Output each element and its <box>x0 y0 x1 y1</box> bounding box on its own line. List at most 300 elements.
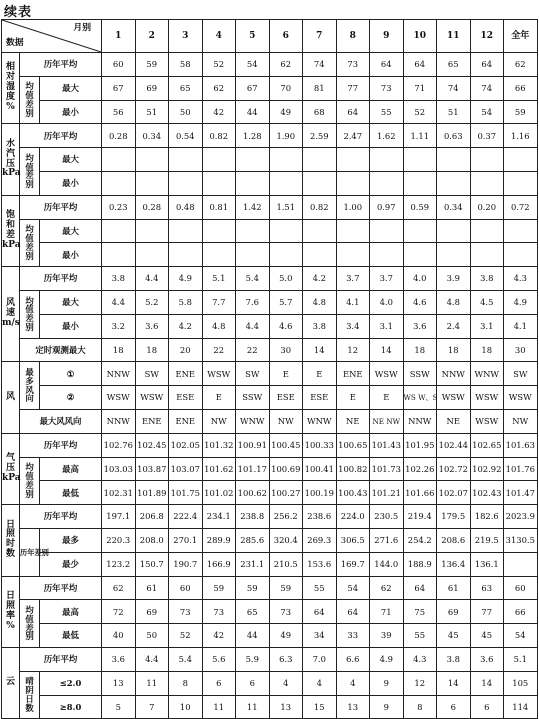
table-cell-empty <box>202 219 236 243</box>
table-cell: 4.6 <box>403 290 437 314</box>
mean-diff-stub-char: 差 <box>25 170 34 181</box>
group-label-humidity <box>2 53 20 124</box>
table-cell-empty <box>102 243 136 267</box>
group-label-deficit-char: 饱 <box>5 210 15 221</box>
table-cell: 73 <box>370 76 404 100</box>
table-cell: ESE <box>269 386 303 410</box>
table-cell: 269.3 <box>303 528 337 552</box>
table-cell: 100.62 <box>236 481 270 505</box>
table-row <box>2 528 538 552</box>
table-cell: 11 <box>202 695 236 719</box>
table-cell: NE <box>437 409 471 433</box>
table-cell: 3.6 <box>470 647 504 671</box>
table-row <box>2 148 538 172</box>
group-label-sunshine-hours-char: 日 <box>5 519 15 530</box>
table-cell: 3.7 <box>370 267 404 291</box>
table-cell: 50 <box>135 624 169 648</box>
table-cell: 101.76 <box>504 457 538 481</box>
group-label-humidity-char: 湿 <box>5 82 15 93</box>
table-cell: 0.37 <box>470 124 504 148</box>
table-cell-empty <box>303 148 337 172</box>
table-cell: 100.41 <box>303 457 337 481</box>
mean-diff-stub-char: 别 <box>25 488 34 499</box>
table-cell: 100.33 <box>303 433 337 457</box>
table-cell-empty <box>135 171 169 195</box>
table-cell-empty <box>370 243 404 267</box>
table-cell: 45 <box>470 624 504 648</box>
table-cell: 20 <box>169 338 203 362</box>
table-cell: 306.5 <box>336 528 370 552</box>
table-cell: 73 <box>336 53 370 77</box>
table-cell: NW <box>504 409 538 433</box>
table-cell: 238.8 <box>236 505 270 529</box>
row-label: 最大 <box>40 76 102 100</box>
table-cell: 102.26 <box>403 457 437 481</box>
table-cell: 4.3 <box>403 647 437 671</box>
table-cell: 4.4 <box>135 267 169 291</box>
month-header: 9 <box>370 20 404 53</box>
table-cell-empty <box>336 219 370 243</box>
row-label: 历年平均 <box>20 647 102 671</box>
table-cell-empty <box>470 243 504 267</box>
table-cell: 219.5 <box>470 528 504 552</box>
table-cell-empty <box>504 243 538 267</box>
row-label: ① <box>40 362 102 386</box>
group-label-pressure-char: 压 <box>5 463 15 473</box>
table-cell: 4.4 <box>236 314 270 338</box>
table-cell: 3.8 <box>437 647 471 671</box>
month-header: 全年 <box>504 20 538 53</box>
table-cell: 100.69 <box>269 457 303 481</box>
table-cell: 0.34 <box>437 195 471 219</box>
group-label-deficit-char: kPa <box>2 239 21 250</box>
row-label: 历年平均 <box>20 124 102 148</box>
mean-diff-stub <box>20 290 40 338</box>
table-cell: 65 <box>236 600 270 624</box>
table-cell: 18 <box>135 338 169 362</box>
table-cell: 1.62 <box>370 124 404 148</box>
table-cell: 102.92 <box>470 457 504 481</box>
table-cell: 1.00 <box>336 195 370 219</box>
freq-dir-stub-char: 风 <box>25 384 34 395</box>
table-cell: 1.90 <box>269 124 303 148</box>
table-cell: 7.6 <box>236 290 270 314</box>
table-cell: 4 <box>303 671 337 695</box>
sunny-days-stub-char: 日 <box>25 694 34 705</box>
group-label-wind-speed-char: 速 <box>5 308 15 319</box>
mean-diff-stub-char: 别 <box>25 107 34 118</box>
table-cell-empty <box>202 148 236 172</box>
table-row <box>2 671 538 695</box>
group-label-humidity-char: % <box>6 102 15 113</box>
mean-diff-stub-char: 值 <box>25 471 34 482</box>
table-cell: 71 <box>370 600 404 624</box>
table-cell: 2.4 <box>437 314 471 338</box>
table-cell: 66 <box>504 600 538 624</box>
table-cell-empty <box>504 219 538 243</box>
table-cell: 100.82 <box>336 457 370 481</box>
table-cell: 14 <box>370 338 404 362</box>
group-label-vapor-char: 压 <box>5 158 15 169</box>
mean-diff-stub-char: 值 <box>25 304 34 315</box>
table-cell: 12 <box>403 671 437 695</box>
table-cell: NE <box>336 409 370 433</box>
table-cell: 271.6 <box>370 528 404 552</box>
table-cell: 102.45 <box>135 433 169 457</box>
table-cell: 219.4 <box>403 505 437 529</box>
row-label: ≤2.0 <box>40 671 102 695</box>
table-cell: NW <box>269 409 303 433</box>
table-cell: 62 <box>202 76 236 100</box>
table-row <box>2 386 538 410</box>
table-cell-empty <box>102 219 136 243</box>
table-cell: 101.66 <box>403 481 437 505</box>
row-label: ≥8.0 <box>40 695 102 719</box>
table-cell: 234.1 <box>202 505 236 529</box>
mean-diff-stub-char: 差 <box>25 622 34 633</box>
mean-diff-stub-char: 差 <box>25 479 34 490</box>
month-header: 7 <box>303 20 337 53</box>
table-cell-empty <box>470 219 504 243</box>
table-cell-empty <box>269 219 303 243</box>
table-cell: 4.8 <box>202 314 236 338</box>
table-cell-empty <box>169 219 203 243</box>
table-cell: 0.63 <box>437 124 471 148</box>
table-cell: 3.6 <box>135 314 169 338</box>
freq-dir-stub-char: 最 <box>25 367 34 378</box>
row-label: 最小 <box>40 243 102 267</box>
table-cell <box>504 552 538 576</box>
table-row <box>2 624 538 648</box>
table-cell: 3.6 <box>403 314 437 338</box>
table-cell: 6 <box>470 695 504 719</box>
table-cell: 5.4 <box>169 647 203 671</box>
table-cell: 144.0 <box>370 552 404 576</box>
month-header: 10 <box>403 20 437 53</box>
table-cell: 54 <box>470 100 504 124</box>
table-cell-empty <box>437 219 471 243</box>
table-corner-header <box>2 20 102 53</box>
mean-diff-stub-char: 值 <box>25 90 34 101</box>
table-cell: 101.95 <box>403 433 437 457</box>
group-label-wind-speed-char: m/s <box>2 318 20 329</box>
table-cell-empty <box>403 171 437 195</box>
table-cell: 51 <box>437 100 471 124</box>
mean-diff-stub <box>20 457 40 505</box>
table-cell-empty <box>504 171 538 195</box>
table-cell: 70 <box>269 76 303 100</box>
group-label-sunshine-pct-char: % <box>6 620 15 631</box>
table-cell: 3.6 <box>102 647 136 671</box>
table-cell: 254.2 <box>403 528 437 552</box>
mean-diff-stub-char: 差 <box>25 241 34 252</box>
table-cell: 136.4 <box>437 552 471 576</box>
table-row <box>2 481 538 505</box>
table-cell: 81 <box>303 76 337 100</box>
group-label-sunshine-hours <box>2 505 20 576</box>
freq-dir-stub-char: 向 <box>25 393 34 404</box>
group-label-humidity-char: 相 <box>5 62 15 73</box>
table-cell: 68 <box>303 100 337 124</box>
table-cell: 136.1 <box>470 552 504 576</box>
table-cell-empty <box>403 219 437 243</box>
table-cell-empty <box>202 243 236 267</box>
table-cell: SW <box>504 362 538 386</box>
table-cell-empty <box>303 219 337 243</box>
table-cell-empty <box>269 148 303 172</box>
row-label: 定时观测最大 <box>20 338 102 362</box>
table-row <box>2 171 538 195</box>
table-cell: 59 <box>135 53 169 77</box>
table-cell: 4.4 <box>102 290 136 314</box>
table-cell-empty <box>236 243 270 267</box>
table-cell: 12 <box>336 338 370 362</box>
table-cell: 1.28 <box>236 124 270 148</box>
table-cell: 102.05 <box>169 433 203 457</box>
freq-dir-stub-char: 多 <box>25 375 34 386</box>
row-label: 历年平均 <box>20 195 102 219</box>
table-row <box>2 695 538 719</box>
table-cell: 60 <box>504 576 538 600</box>
table-cell: 100.45 <box>269 433 303 457</box>
table-cell: 222.4 <box>169 505 203 529</box>
table-cell: 0.34 <box>135 124 169 148</box>
mean-diff-stub-char: 别 <box>25 179 34 190</box>
table-cell: 30 <box>504 338 538 362</box>
table-cell: 4.6 <box>269 314 303 338</box>
table-row <box>2 457 538 481</box>
group-label-humidity-char: 度 <box>5 92 15 103</box>
table-cell: 73 <box>269 600 303 624</box>
table-cell: 3.7 <box>336 267 370 291</box>
table-cell-empty <box>370 219 404 243</box>
table-cell: 71 <box>403 76 437 100</box>
table-cell: 65 <box>437 53 471 77</box>
climate-data-table <box>1 19 538 719</box>
table-cell: 5.4 <box>236 267 270 291</box>
table-cell-empty <box>504 148 538 172</box>
table-cell: 14 <box>470 671 504 695</box>
table-cell: 4.3 <box>504 267 538 291</box>
table-cell: 101.47 <box>504 481 538 505</box>
table-cell: 22 <box>236 338 270 362</box>
table-cell: 60 <box>102 53 136 77</box>
table-cell: 190.7 <box>169 552 203 576</box>
row-label: 最小 <box>40 171 102 195</box>
table-row <box>2 409 538 433</box>
table-cell: 103.03 <box>102 457 136 481</box>
sunny-days-stub-char: 阴 <box>25 685 34 696</box>
table-cell: 5.7 <box>269 290 303 314</box>
table-cell: 100.65 <box>336 433 370 457</box>
table-cell: 100.27 <box>269 481 303 505</box>
table-cell: 52 <box>202 53 236 77</box>
table-cell: 100.43 <box>336 481 370 505</box>
table-cell: 44 <box>236 100 270 124</box>
table-cell: 44 <box>236 624 270 648</box>
row-label: 最小 <box>40 100 102 124</box>
table-cell: 42 <box>202 100 236 124</box>
table-cell: 150.7 <box>135 552 169 576</box>
table-row <box>2 505 538 529</box>
table-cell: 5.0 <box>269 267 303 291</box>
table-cell: 220.3 <box>102 528 136 552</box>
group-label-deficit-char: 差 <box>5 229 15 240</box>
table-cell: 72 <box>102 600 136 624</box>
table-cell: 69 <box>135 600 169 624</box>
table-cell: 105 <box>504 671 538 695</box>
table-cell-empty <box>236 171 270 195</box>
table-cell-empty <box>102 171 136 195</box>
group-label-wind-speed-char: 风 <box>5 298 15 309</box>
table-cell: 11 <box>236 695 270 719</box>
mean-diff-stub-char: 值 <box>25 613 34 624</box>
table-row <box>2 219 538 243</box>
years-diff-stub: 历年差别 <box>20 528 40 576</box>
table-cell: 238.6 <box>303 505 337 529</box>
mean-diff-stub-char: 别 <box>25 250 34 261</box>
table-cell: 102.76 <box>102 433 136 457</box>
group-label-sunshine-pct-char: 照 <box>5 600 15 611</box>
table-cell: 64 <box>336 100 370 124</box>
mean-diff-stub-char: 均 <box>25 81 34 92</box>
table-cell: 102.07 <box>437 481 471 505</box>
table-cell: 179.5 <box>437 505 471 529</box>
table-cell: 52 <box>169 624 203 648</box>
table-cell: 6.6 <box>336 647 370 671</box>
table-cell: SSW <box>403 362 437 386</box>
table-cell: 59 <box>269 576 303 600</box>
table-cell: 101.89 <box>135 481 169 505</box>
page-title: 续表 <box>4 5 33 20</box>
table-cell: 64 <box>370 53 404 77</box>
table-cell: 11 <box>135 671 169 695</box>
table-cell: ENE <box>135 409 169 433</box>
table-row <box>2 600 538 624</box>
table-cell: 67 <box>102 76 136 100</box>
mean-diff-stub-char: 别 <box>25 631 34 642</box>
table-cell: 4.2 <box>169 314 203 338</box>
table-cell: 0.48 <box>169 195 203 219</box>
table-cell-empty <box>437 243 471 267</box>
mean-diff-stub-char: 别 <box>25 322 34 333</box>
month-header: 3 <box>169 20 203 53</box>
table-cell-empty <box>437 148 471 172</box>
table-cell-empty <box>336 243 370 267</box>
table-cell: 231.1 <box>236 552 270 576</box>
table-cell: 101.32 <box>202 433 236 457</box>
table-cell: 102.65 <box>470 433 504 457</box>
table-cell: 0.54 <box>169 124 203 148</box>
table-row <box>2 338 538 362</box>
table-cell: WSW <box>437 386 471 410</box>
table-cell: E <box>202 386 236 410</box>
table-cell: 34 <box>303 624 337 648</box>
group-label-vapor-char: 水 <box>5 138 15 149</box>
row-label: 最低 <box>40 481 102 505</box>
table-cell: 4.0 <box>403 267 437 291</box>
table-row <box>2 290 538 314</box>
table-cell-empty <box>470 171 504 195</box>
table-cell: 63 <box>470 576 504 600</box>
table-cell: WS W、S <box>403 386 437 410</box>
table-cell-empty <box>135 219 169 243</box>
table-cell: WSW <box>504 386 538 410</box>
table-cell: ENE <box>169 362 203 386</box>
table-row <box>2 124 538 148</box>
table-cell: 62 <box>504 53 538 77</box>
table-cell-empty <box>102 148 136 172</box>
table-row <box>2 552 538 576</box>
mean-diff-stub-char: 均 <box>25 295 34 306</box>
group-label-sunshine-pct <box>2 576 20 647</box>
table-cell: 65 <box>169 76 203 100</box>
month-header: 4 <box>202 20 236 53</box>
table-cell: 39 <box>370 624 404 648</box>
row-label: ② <box>40 386 102 410</box>
table-cell: 59 <box>202 576 236 600</box>
row-label: 历年平均 <box>20 576 102 600</box>
table-cell: 60 <box>169 576 203 600</box>
table-cell: NNW <box>102 409 136 433</box>
table-cell: 102.31 <box>102 481 136 505</box>
table-cell: 45 <box>437 624 471 648</box>
table-cell-empty <box>236 148 270 172</box>
table-cell: 14 <box>303 338 337 362</box>
group-label-sunshine-hours-char: 照 <box>5 529 15 540</box>
table-row <box>2 76 538 100</box>
table-cell: 103.87 <box>135 457 169 481</box>
group-label-cloud: 云 <box>2 647 20 718</box>
table-cell: 7.0 <box>303 647 337 671</box>
table-cell: 102.43 <box>470 481 504 505</box>
table-cell: 0.20 <box>470 195 504 219</box>
table-cell: 51 <box>135 100 169 124</box>
table-cell: 30 <box>269 338 303 362</box>
mean-diff-stub-char: 均 <box>25 152 34 163</box>
table-cell: 3.8 <box>102 267 136 291</box>
table-cell: 7.7 <box>202 290 236 314</box>
table-cell: 74 <box>470 76 504 100</box>
table-cell: 101.17 <box>236 457 270 481</box>
row-label: 最大风风向 <box>20 409 102 433</box>
table-cell: 4.8 <box>437 290 471 314</box>
table-cell: 100.91 <box>236 433 270 457</box>
mean-diff-stub-char: 差 <box>25 99 34 110</box>
table-cell: 5.1 <box>504 647 538 671</box>
mean-diff-stub-char: 均 <box>25 224 34 235</box>
mean-diff-stub-char: 值 <box>25 233 34 244</box>
table-cell: 101.43 <box>370 433 404 457</box>
table-cell: E <box>269 362 303 386</box>
table-cell: 6 <box>202 671 236 695</box>
group-label-sunshine-pct-char: 率 <box>5 610 15 621</box>
table-cell-empty <box>470 148 504 172</box>
table-row <box>2 100 538 124</box>
mean-diff-stub <box>20 219 40 267</box>
table-cell: NNW <box>102 362 136 386</box>
month-header: 5 <box>236 20 270 53</box>
table-cell: 33 <box>336 624 370 648</box>
row-label: 最高 <box>40 600 102 624</box>
table-cell: 15 <box>303 695 337 719</box>
table-cell: 73 <box>169 600 203 624</box>
table-cell: 9 <box>370 695 404 719</box>
group-label-vapor-char: kPa <box>2 168 21 179</box>
table-cell: 6 <box>437 695 471 719</box>
table-cell: 13 <box>336 695 370 719</box>
table-cell-empty <box>169 148 203 172</box>
